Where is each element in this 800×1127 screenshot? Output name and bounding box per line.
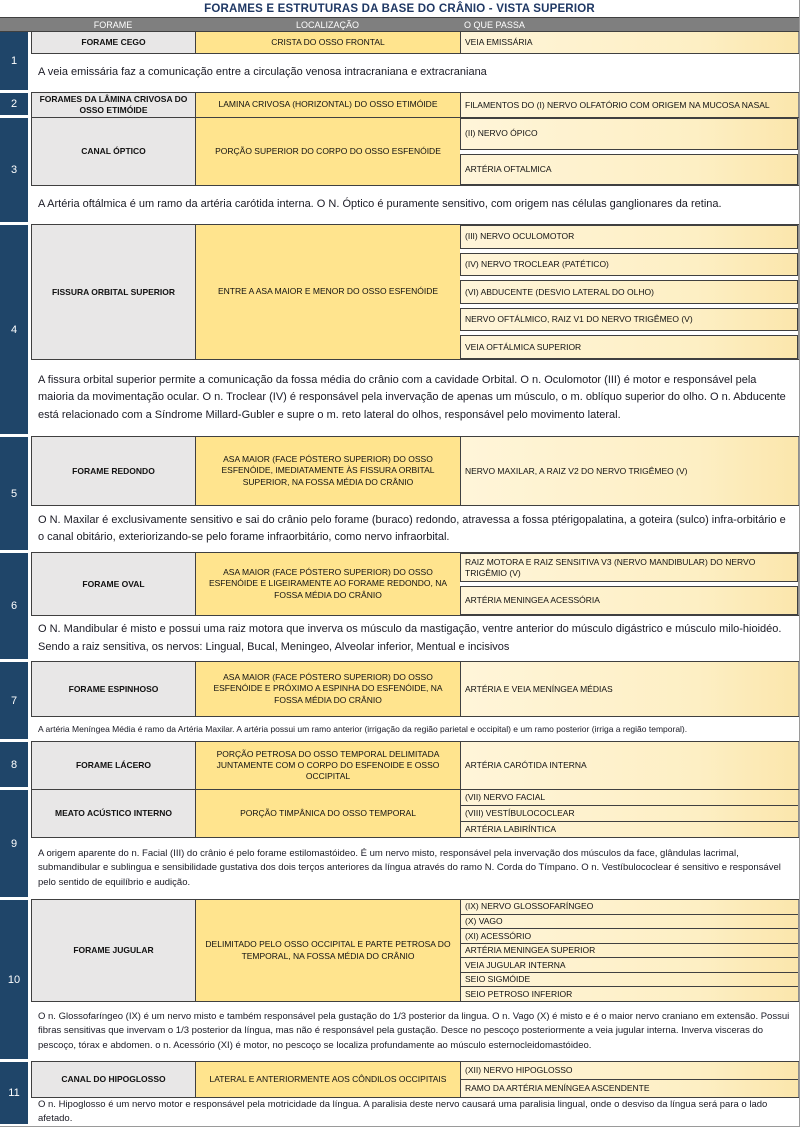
table-row: [0, 225, 799, 437]
page-title: FORAMES E ESTRUTURAS DA BASE DO CRÂNIO - VISTA SUPERIOR: [204, 2, 595, 15]
foramen-name: CANAL ÓPTICO: [31, 118, 195, 185]
column-headers: [0, 17, 799, 32]
passes-item: NERVO OFTÁLMICO, RAIZ V1 DO NERVO TRIGÊMEO (V): [460, 308, 798, 332]
note-text: A artéria Meníngea Média é ramo da Artéria Maxilar. A artéria possui um ramo anterior (irrigação da região parietal e occipital) e um ramo posterior (irriga a região temporal).: [31, 717, 799, 742]
passes-item: (II) NERVO ÓPICO: [460, 118, 798, 150]
passes-item: ARTÉRIA CARÓTIDA INTERNA: [461, 742, 798, 789]
foramen-name: FORAME CEGO: [31, 32, 195, 53]
passes-list: [460, 1062, 799, 1097]
passes-list: [460, 118, 799, 185]
note-text: O N. Mandibular é misto e possui uma raiz motora que inverva os músculo da mastigação, ventre anterior do músculo digástrico e músculo milo-hioidéo. Sendo a raiz sensitiva, os nervos: Lingual, Bucal, Meningeo, Alveolar inferior, Mentual e incisivos: [31, 616, 799, 662]
passes-item: (IX) NERVO GLOSSOFARÍNGEO: [461, 900, 798, 914]
localization-cell: LATERAL E ANTERIORMENTE AOS CÔNDILOS OCCIPITAIS: [195, 1062, 460, 1097]
row-data: [31, 437, 799, 506]
row-data: [31, 900, 799, 1002]
note-text: O N. Maxilar é exclusivamente sensitivo e sai do crânio pelo forame (buraco) redondo, atravessa a fossa ptérigopalatina, a goteira (sulco) infra-orbitário e o canal obitário, exteriorizando-se pelo forame infraorbitário, como nervo infraorbital.: [31, 506, 799, 553]
row-body: [31, 437, 799, 553]
row-data: [31, 1062, 799, 1098]
row-body: [31, 118, 799, 225]
foramen-name: FORAMES DA LÂMINA CRIVOSA DO OSSO ETIMÓIDE: [31, 93, 195, 117]
row-data: [31, 662, 799, 717]
passes-item: RAMO DA ARTÉRIA MENÍNGEA ASCENDENTE: [461, 1079, 798, 1097]
table-row: [0, 662, 799, 742]
row-data: [31, 553, 799, 616]
table-row: [0, 93, 799, 118]
passes-item: (XI) ACESSÓRIO: [461, 928, 798, 943]
passes-list: [460, 437, 799, 505]
table-row: [0, 118, 799, 225]
passes-item: SEIO PETROSO INFERIOR: [461, 986, 798, 1001]
row-body: [31, 790, 799, 900]
localization-cell: PORÇÃO TIMPÂNICA DO OSSO TEMPORAL: [195, 790, 460, 837]
table-row: [0, 32, 799, 93]
foramen-name: FORAME REDONDO: [31, 437, 195, 505]
column-header-forame: FORAME: [93, 19, 133, 30]
passes-list: [460, 662, 799, 716]
table-row: [0, 1062, 799, 1127]
passes-item: VEIA OFTÁLMICA SUPERIOR: [460, 335, 798, 359]
passes-item: SEIO SIGMÓIDE: [461, 972, 798, 987]
foramen-name: CANAL DO HIPOGLOSSO: [31, 1062, 195, 1097]
passes-item: (VI) ABDUCENTE (DESVIO LATERAL DO OLHO): [460, 280, 798, 304]
passes-item: FILAMENTOS DO (I) NERVO OLFATÓRIO COM ORIGEM NA MUCOSA NASAL: [461, 93, 798, 117]
passes-list: [460, 900, 799, 1001]
note-text: A fissura orbital superior permite a comunicação da fossa média do crânio com a cavidade Orbital. O n. Oculomotor (III) é motor e responsável pela maioria da movimentação ocular. O n. Troclear (IV) é responsável pela invervação de apenas um músculo, o m. oblíquo superior do olho. O n. Abducente está relacionado com a Síndrome Millard-Gubler e supre o m. reto lateral do olhos, responsável pelo movimento lateral.: [31, 360, 799, 437]
row-body: [31, 900, 799, 1062]
localization-cell: ENTRE A ASA MAIOR E MENOR DO OSSO ESFENÓIDE: [195, 225, 460, 359]
passes-item: ARTÉRIA LABIRÍNTICA: [461, 821, 798, 837]
foramen-name: FORAME LÁCERO: [31, 742, 195, 789]
row-body: [31, 225, 799, 437]
passes-item: ARTÉRIA E VEIA MENÍNGEA MÉDIAS: [461, 662, 798, 716]
passes-item: VEIA EMISSÁRIA: [461, 32, 798, 53]
passes-item: (XII) NERVO HIPOGLOSSO: [461, 1062, 798, 1079]
localization-cell: PORÇÃO PETROSA DO OSSO TEMPORAL DELIMITADA JUNTAMENTE COM O CORPO DO ESFENOIDE E OSSO OCCIPITAL: [195, 742, 460, 789]
passes-list: [460, 93, 799, 117]
column-header-o-que-passa: O QUE PASSA: [464, 19, 525, 30]
localization-cell: DELIMITADO PELO OSSO OCCIPITAL E PARTE PETROSA DO TEMPORAL, NA FOSSA MÉDIA DO CRÂNIO: [195, 900, 460, 1001]
passes-item: (IV) NERVO TROCLEAR (PATÉTICO): [460, 253, 798, 277]
localization-cell: ASA MAIOR (FACE PÓSTERO SUPERIOR) DO OSSO ESFENÓIDE, IMEDIATAMENTE ÀS FISSURA ORBITAL SUPERIOR, NA FOSSA MÉDIA DO CRÂNIO: [195, 437, 460, 505]
localization-cell: PORÇÃO SUPERIOR DO CORPO DO OSSO ESFENÓIDE: [195, 118, 460, 185]
passes-list: [460, 553, 799, 615]
foramen-name: MEATO ACÚSTICO INTERNO: [31, 790, 195, 837]
row-number: 11: [0, 1062, 28, 1124]
passes-item: (VIII) VESTÍBULOCOCLEAR: [461, 805, 798, 821]
passes-item: (X) VAGO: [461, 914, 798, 929]
row-body: [31, 93, 799, 118]
passes-item: ARTÉRIA MENINGEA ACESSÓRIA: [460, 586, 798, 615]
foramen-name: FORAME JUGULAR: [31, 900, 195, 1001]
row-number: 6: [0, 553, 28, 659]
row-number: 10: [0, 900, 28, 1059]
passes-item: VEIA JUGULAR INTERNA: [461, 957, 798, 972]
passes-item: ARTÉRIA OFTALMICA: [460, 154, 798, 186]
passes-item: (III) NERVO OCULOMOTOR: [460, 225, 798, 249]
row-number: 7: [0, 662, 28, 739]
row-number: 2: [0, 93, 28, 115]
foramen-name: FORAME ESPINHOSO: [31, 662, 195, 716]
row-data: [31, 93, 799, 118]
row-body: [31, 553, 799, 662]
passes-list: [460, 790, 799, 837]
row-body: [31, 1062, 799, 1127]
row-number: 4: [0, 225, 28, 434]
table-row: [0, 437, 799, 553]
row-body: [31, 662, 799, 742]
localization-cell: LAMINA CRIVOSA (HORIZONTAL) DO OSSO ETIMÓIDE: [195, 93, 460, 117]
foramen-name: FISSURA ORBITAL SUPERIOR: [31, 225, 195, 359]
row-data: [31, 225, 799, 360]
row-data: [31, 790, 799, 838]
passes-item: NERVO MAXILAR, A RAIZ V2 DO NERVO TRIGÊMEO (V): [461, 437, 798, 505]
table-row: [0, 553, 799, 662]
passes-item: RAIZ MOTORA E RAIZ SENSITIVA V3 (NERVO MANDIBULAR) DO NERVO TRIGÊMIO (V): [460, 553, 798, 582]
passes-item: ARTÉRIA MENINGEA SUPERIOR: [461, 943, 798, 958]
row-number: 9: [0, 790, 28, 897]
row-data: [31, 118, 799, 186]
note-text: A origem aparente do n. Facial (III) do crânio é pelo forame estilomastóideo. É um nervo misto, responsável pela invervação dos músculos da face, glândulas lacrimal, submandibular e sublingua e sensibilidade gustativa dos dois terços anteriores da língua através do ramo N. Corda do Tímpano. O n. Vestíbulococlear é sensitivo e responsável pelo sentido de equilíbrio e audição.: [31, 838, 799, 900]
row-number: 8: [0, 742, 28, 787]
row-data: [31, 32, 799, 54]
passes-list: [460, 32, 799, 53]
table-body: [0, 32, 799, 1127]
table-row: [0, 742, 799, 790]
passes-list: [460, 742, 799, 789]
row-number: 3: [0, 118, 28, 222]
passes-list: [460, 225, 799, 359]
row-data: [31, 742, 799, 790]
note-text: O n. Hipoglosso é um nervo motor e responsável pela motricidade da língua. A paralisia deste nervo causará uma paralisia lingual, onde o desviso da língua será para o lado afetado.: [31, 1098, 799, 1127]
row-body: [31, 32, 799, 93]
foramen-name: FORAME OVAL: [31, 553, 195, 615]
note-text: A veia emissária faz a comunicação entre a circulação venosa intracraniana e extracraniana: [31, 54, 799, 93]
note-text: A Artéria oftálmica é um ramo da artéria carótida interna. O N. Óptico é puramente sensitivo, com origem nas células ganglionares da retina.: [31, 186, 799, 225]
localization-cell: CRISTA DO OSSO FRONTAL: [195, 32, 460, 53]
passes-item: (VII) NERVO FACIAL: [461, 790, 798, 805]
row-body: [31, 742, 799, 790]
row-number: 5: [0, 437, 28, 550]
row-number: 1: [0, 32, 28, 90]
localization-cell: ASA MAIOR (FACE PÓSTERO SUPERIOR) DO OSSO ESFENÓIDE E PRÓXIMO A ESPINHA DO ESFENÓIDE, NA FOSSA MÉDIA DO CRÂNIO: [195, 662, 460, 716]
table-row: [0, 900, 799, 1062]
note-text: O n. Glossofaríngeo (IX) é um nervo misto e também responsável pela gustação do 1/3 posterior da lingua. O n. Vago (X) é misto e é o maior nervo craniano em extensão. Possui fibras sensitivas que invervam o 1/3 posterior da língua, mas não é responsável pela gustação. Desce no pescoço posteriormente a veia jugular interna. Inverva visceras do pescoço, tórax e abdomen. o n. Acessório (XI) é motor, no pescoço se localiza profundamente ao músculo esternocleidomastóideo.: [31, 1002, 799, 1062]
column-header-localizacao: LOCALIZAÇÃO: [295, 19, 360, 30]
localization-cell: ASA MAIOR (FACE PÓSTERO SUPERIOR) DO OSSO ESFENÓIDE E LIGEIRAMENTE AO FORAME REDONDO, NA FOSSA MÉDIA DO CRÂNIO: [195, 553, 460, 615]
table-row: [0, 790, 799, 900]
